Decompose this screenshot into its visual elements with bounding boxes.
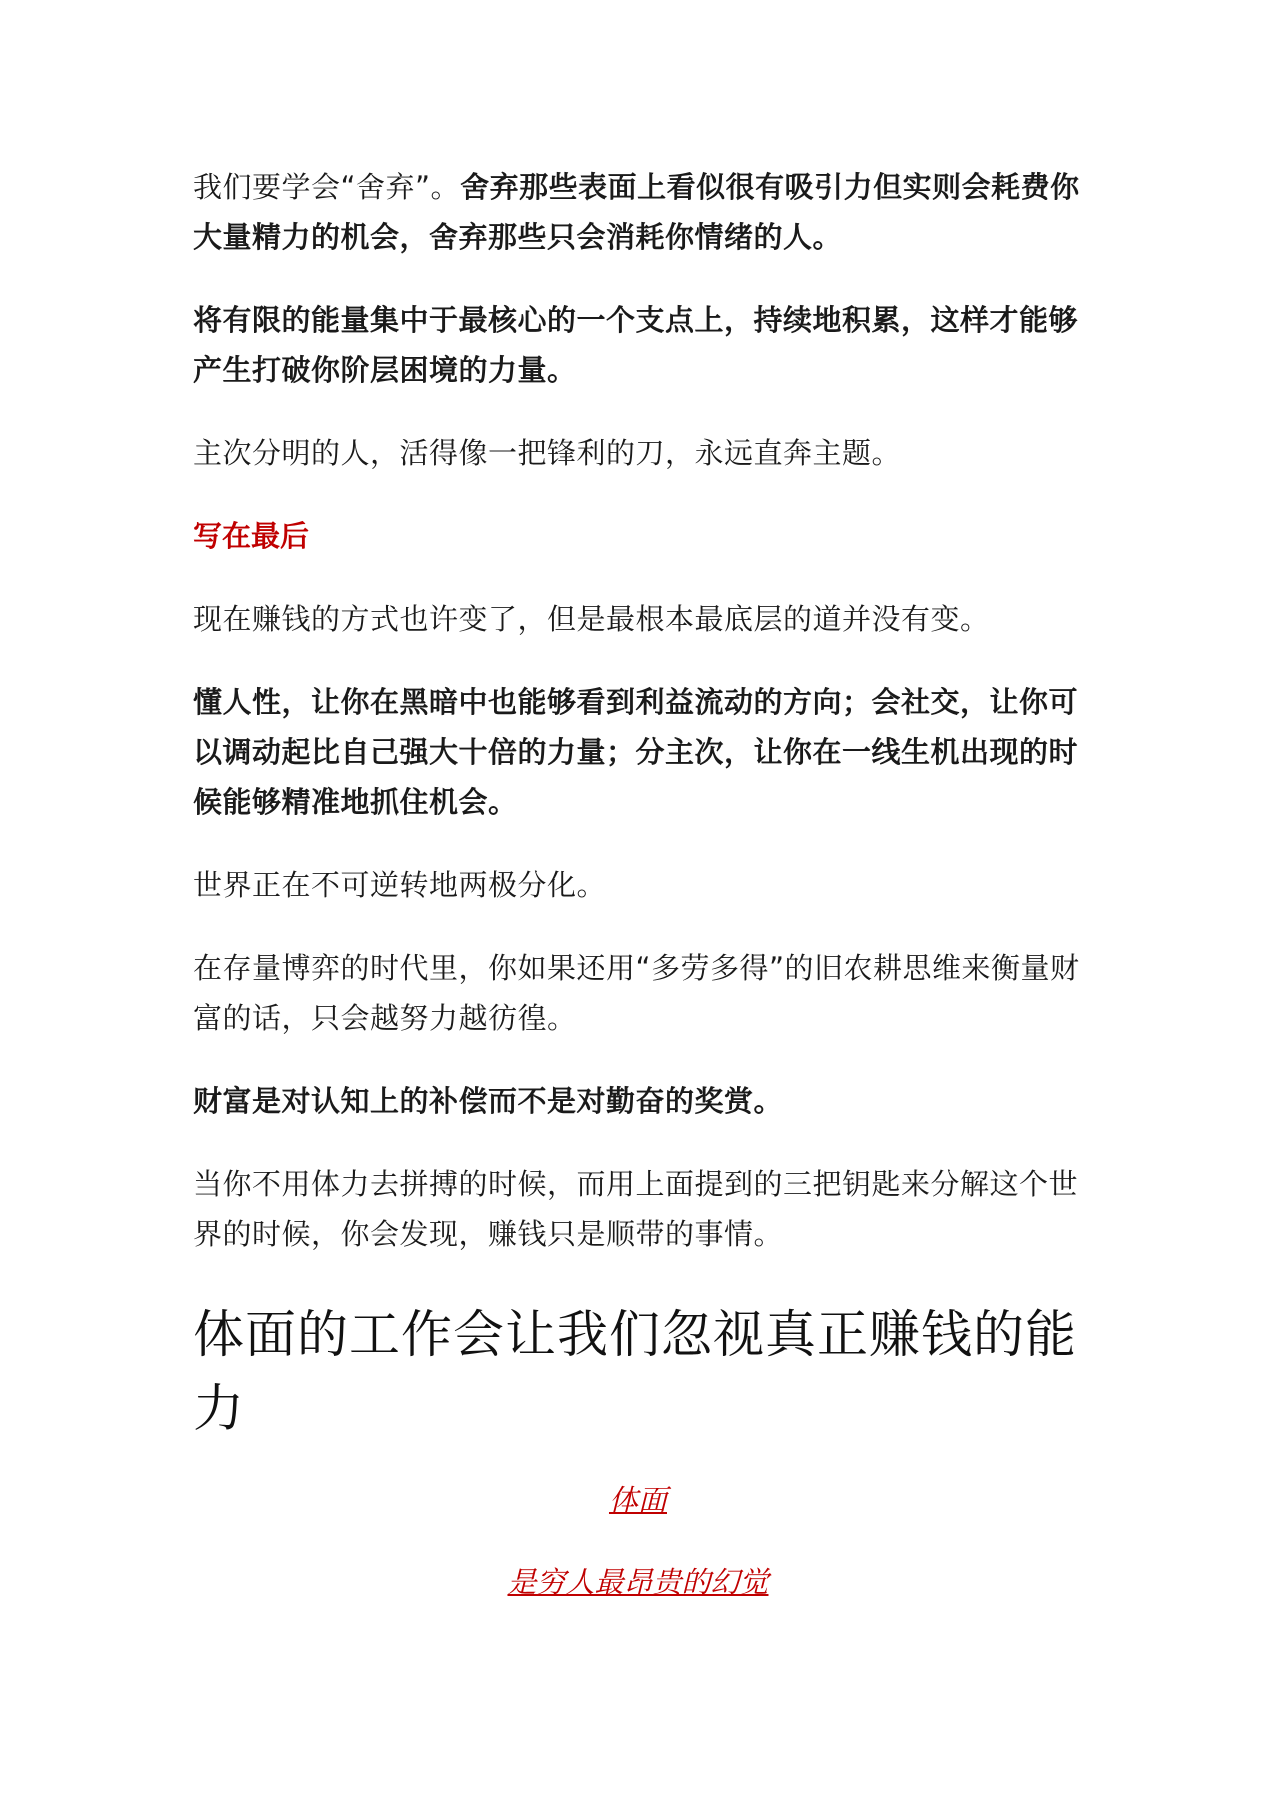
article-body bbox=[193, 162, 1083, 1641]
paragraph-byproduct: 当你不用体力去拼搏的时候，而用上面提到的三把钥匙来分解这个世界的时候，你会发现，赚钱只是顺带的事情。 bbox=[193, 1167, 1079, 1251]
paragraph-abandon bbox=[193, 162, 1083, 262]
paragraph-polarization: 世界正在不可逆转地两极分化。 bbox=[193, 868, 607, 902]
paragraph-focus-energy: 将有限的能量集中于最核心的一个支点上，持续地积累，这样才能够产生打破你阶层困境的力量。 bbox=[193, 303, 1079, 387]
paragraph-money-ways: 现在赚钱的方式也许变了，但是最根本最底层的道并没有变。 bbox=[193, 602, 990, 636]
paragraph-abandon-emphasis: 舍弃那些表面上看似很有吸引力但实则会耗费你大量精力的机会，舍弃那些只会消耗你情绪的人。 bbox=[193, 170, 1080, 254]
page-heading: 体面的工作会让我们忽视真正赚钱的能力 bbox=[193, 1306, 1078, 1439]
paragraph-abandon-lead: 我们要学会“舍弃”。 bbox=[193, 170, 461, 204]
paragraph-priorities: 主次分明的人，活得像一把锋利的刀，永远直奔主题。 bbox=[193, 436, 902, 470]
paragraph-three-keys: 懂人性，让你在黑暗中也能够看到利益流动的方向；会社交，让你可以调动起比自己强大十倍的力量；分主次，让你在一线生机出现的时候能够精准地抓住机会。 bbox=[193, 685, 1079, 819]
section-title-conclusion: 写在最后 bbox=[193, 519, 310, 553]
paragraph-stock-game: 在存量博弈的时代里，你如果还用“多劳多得”的旧农耕思维来衡量财富的话，只会越努力越彷徨。 bbox=[193, 951, 1080, 1035]
link-decency[interactable]: 体面 bbox=[608, 1483, 667, 1517]
link-illusion[interactable]: 是穷人最昂贵的幻觉 bbox=[507, 1565, 769, 1599]
paragraph-wealth-cognition: 财富是对认知上的补偿而不是对勤奋的奖赏。 bbox=[193, 1084, 784, 1118]
